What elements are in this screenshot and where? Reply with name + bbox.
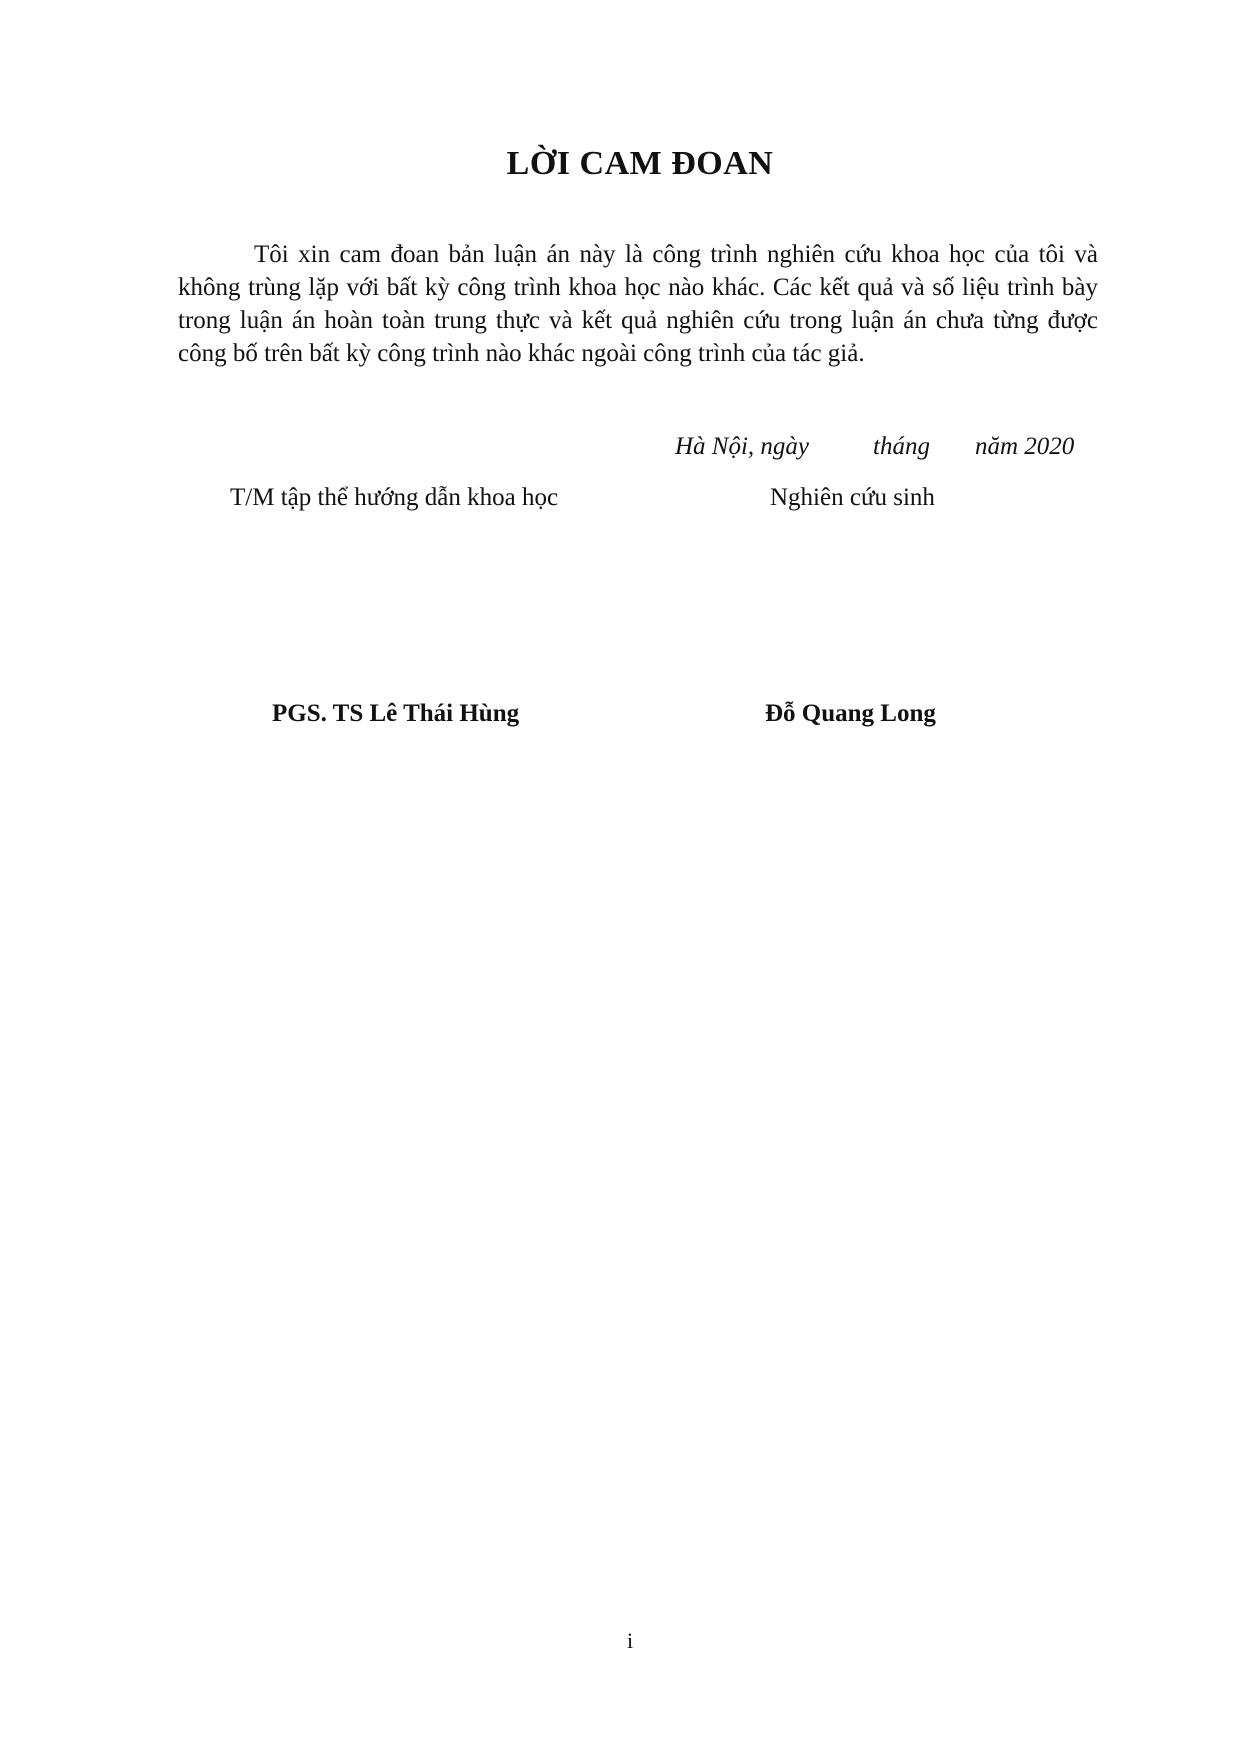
declaration-paragraph: Tôi xin cam đoan bản luận án này là công trình nghiên cứu khoa học của tôi và không trùng lặp với bất kỳ công trình khoa học nào khác. Các kết quả và số liệu trình bày trong luận án hoàn toàn trung thực và kết quả nghiên cứu trong luận án chưa từng được công bố trên bất kỳ công trình nào khác ngoài công trình của tác giả. (178, 241, 1098, 367)
date-month: tháng (873, 433, 930, 460)
candidate-role: Nghiên cứu sinh (770, 484, 935, 511)
page-number: i (626, 1628, 634, 1653)
date-place-day: Hà Nội, ngày (675, 433, 810, 460)
supervisor-name: PGS. TS Lê Thái Hùng (272, 700, 520, 727)
candidate-name: Đỗ Quang Long (765, 700, 936, 727)
supervisor-role: T/M tập thể hướng dẫn khoa học (230, 484, 559, 511)
page-title: LỜI CAM ĐOAN (506, 145, 774, 182)
date-year: năm 2020 (975, 433, 1075, 460)
